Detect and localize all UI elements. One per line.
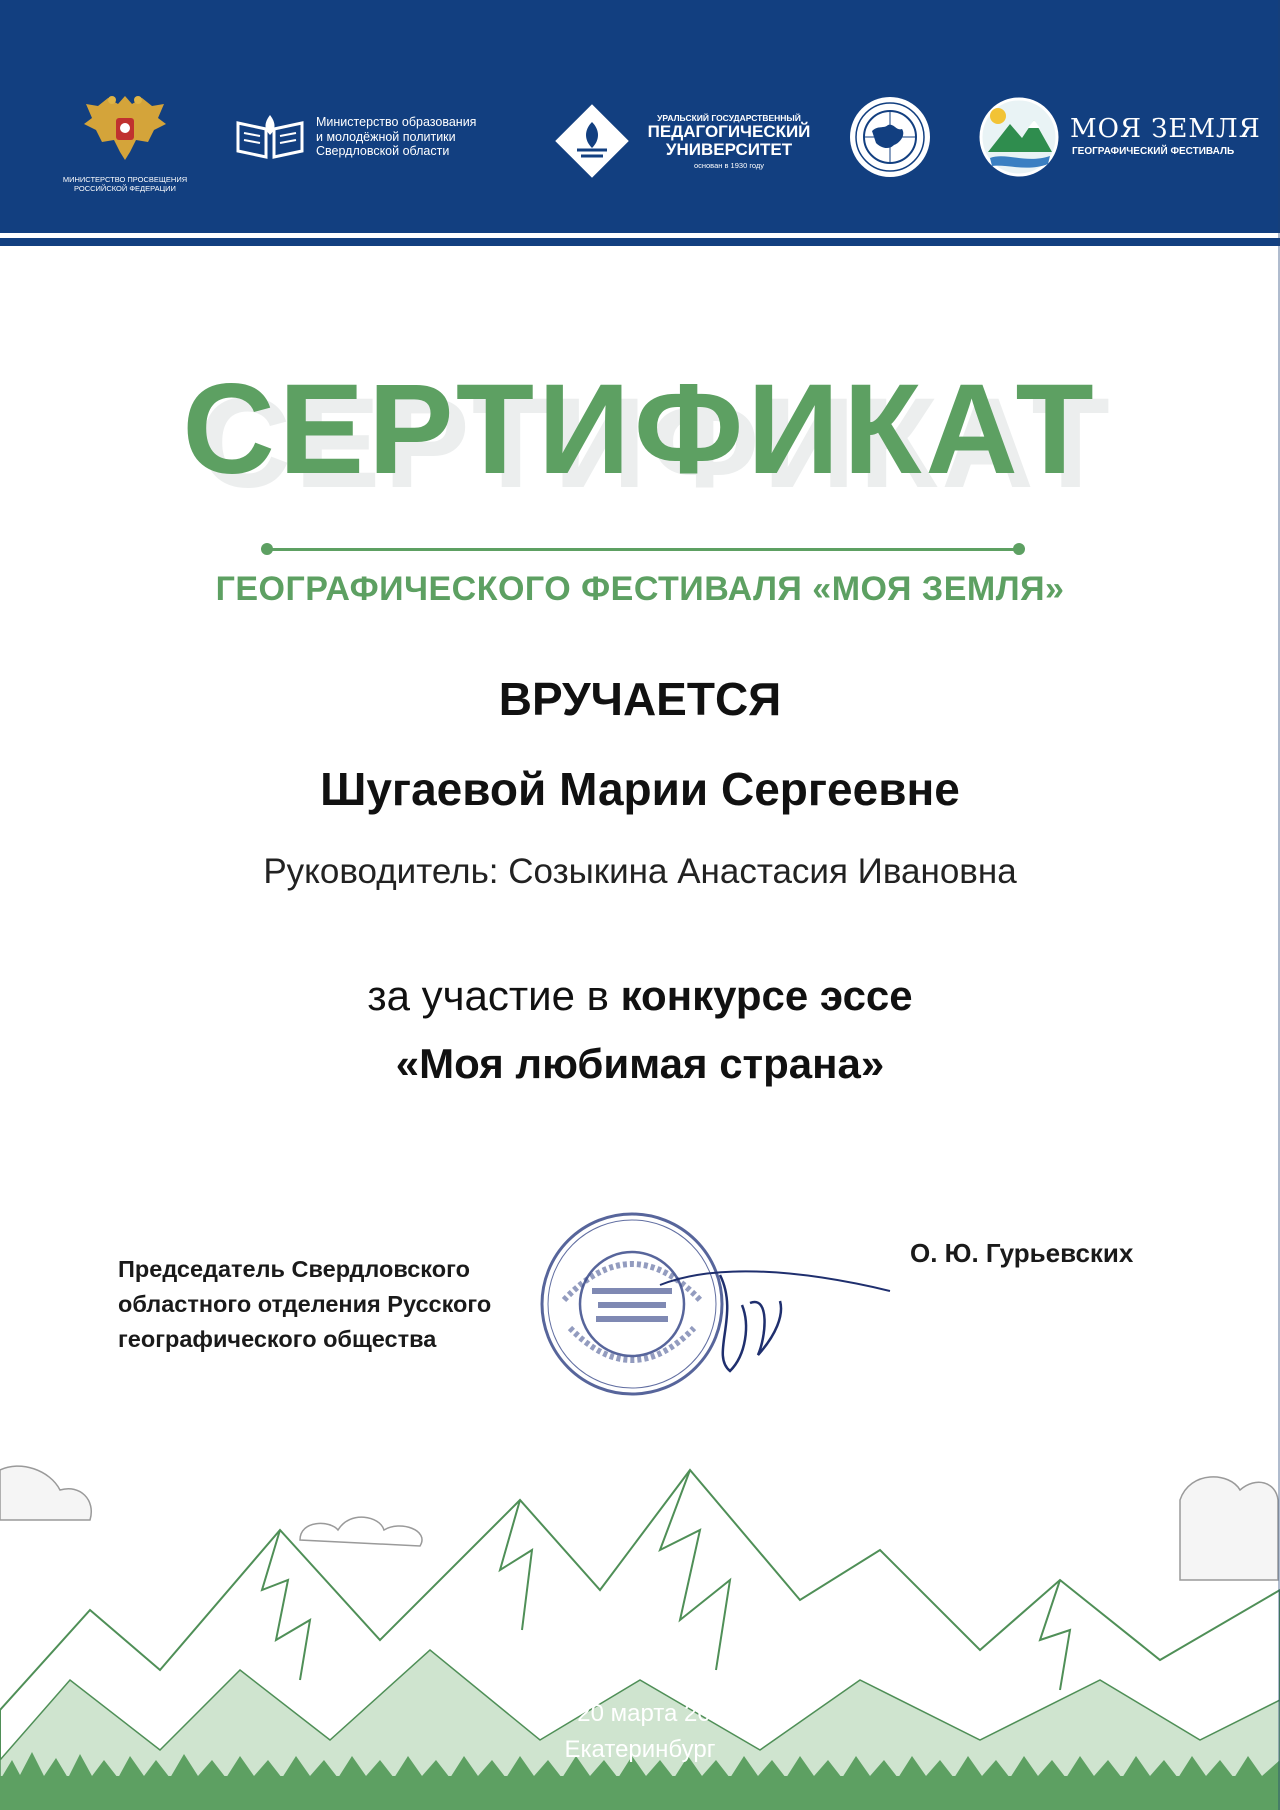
regional-ministry-logo (234, 113, 534, 161)
essay-title: «Моя любимая страна» (395, 1040, 885, 1087)
title-divider (267, 548, 1019, 551)
university-line2: ПЕДАГОГИЧЕСКИЙ (647, 122, 811, 141)
reason-prefix: за участие в (367, 972, 621, 1019)
handwritten-signature (650, 1245, 920, 1385)
university-logo (551, 100, 821, 180)
double-headed-eagle-icon (80, 90, 170, 164)
emblem-caption: МИНИСТЕРСТВО ПРОСВЕЩЕНИЯ РОССИЙСКОЙ ФЕДЕРАЦИИ (62, 175, 188, 193)
certificate-title: СЕРТИФИКАТ (182, 358, 1098, 501)
open-book-icon (234, 113, 306, 161)
contest-type: конкурсе эссе (620, 972, 913, 1019)
ministry-of-education-emblem (50, 90, 200, 193)
festival-dates: 17-20 марта 2026 (542, 1700, 738, 1727)
divider-dot-right (1013, 543, 1025, 555)
university-line1: УРАЛЬСКИЙ ГОСУДАРСТВЕННЫЙ (657, 113, 801, 123)
ministry-name: Министерство образования и молодёжной политики Свердловской области (316, 115, 477, 158)
signatory-name: О. Ю. Гурьевских (910, 1238, 1134, 1268)
header-divider-blue (0, 238, 1280, 246)
festival-logo-title: МОЯ ЗЕМЛЯ (1070, 114, 1261, 144)
festival-logo-subtitle: ГЕОГРАФИЧЕСКИЙ ФЕСТИВАЛЬ (1072, 146, 1235, 157)
header-band (0, 0, 1280, 233)
globe-seal-icon (836, 95, 944, 179)
awarded-heading: ВРУЧАЕТСЯ (498, 673, 782, 725)
festival-city: Екатеринбург (564, 1736, 716, 1763)
mountain-circle-icon (976, 94, 1062, 180)
university-founded: основан в 1930 году (693, 161, 765, 170)
recipient-name: Шугаевой Марии Сергеевне (320, 763, 960, 815)
russian-geographical-society-logo (836, 95, 944, 179)
signatory-position: Председатель Свердловского областного отделения Русского географического общества (118, 1256, 492, 1352)
certificate-subtitle: ГЕОГРАФИЧЕСКОГО ФЕСТИВАЛЯ «МОЯ ЗЕМЛЯ» (215, 570, 1065, 608)
divider-dot-left (261, 543, 273, 555)
participation-reason (0, 972, 1280, 1020)
university-line3: УНИВЕРСИТЕТ (665, 140, 793, 159)
moya-zemlya-festival-logo (976, 94, 1261, 180)
university-diamond-emblem-icon (551, 100, 633, 182)
supervisor-line: Руководитель: Созыкина Анастасия Ивановна (263, 852, 1017, 891)
